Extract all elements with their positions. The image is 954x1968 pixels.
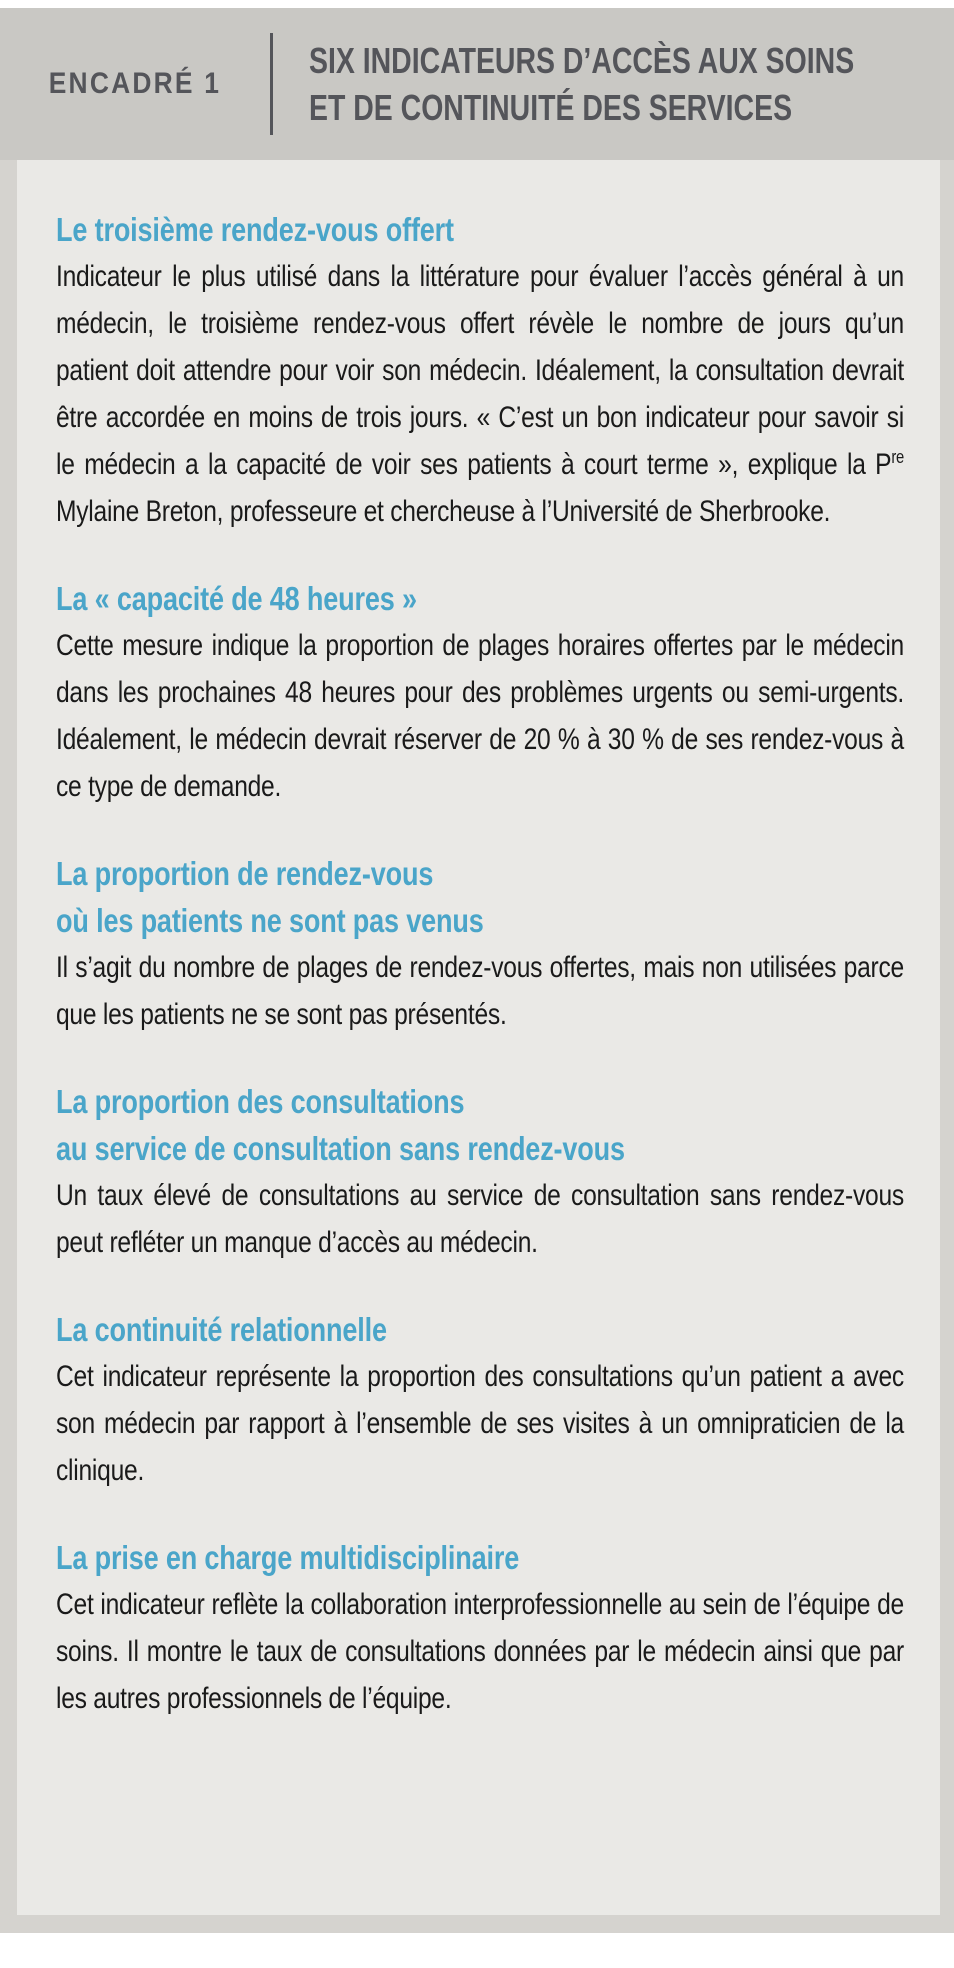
section-prise-en-charge-multidisciplinaire bbox=[56, 1534, 904, 1722]
superscript-re: re bbox=[891, 447, 904, 467]
section-capacite-48-heures bbox=[56, 575, 904, 810]
encadre-header bbox=[0, 8, 954, 160]
title-line-1: SIX INDICATEURS D’ACCÈS AUX SOINS bbox=[309, 40, 855, 81]
section-consultations-sans-rendez-vous bbox=[56, 1078, 904, 1266]
section-body: Cette mesure indique la proportion de plages horaires offertes par le médecin dans les prochaines 48 heures pour des problèmes urgents ou semi-urgents. Idéalement, le médecin devrait réserver de 20 % à 30 % de ses rendez-vous à ce type de demande. bbox=[56, 629, 904, 803]
section-heading-line-1: La proportion de rendez-vous bbox=[56, 855, 434, 892]
encadre-label-wrap bbox=[0, 67, 270, 101]
section-body bbox=[56, 253, 904, 535]
body-text-start: Indicateur le plus utilisé dans la littérature pour évaluer l’accès général à un médecin, le troisième rendez-vous offert révèle le nombre de jours qu’un patient doit attendre pour voir son médecin. Idéalement, la consultation devrait être accordée en moins de trois jours. « C’est un bon indicateur pour savoir si le médecin a la capacité de voir ses patients à court terme », explique la P bbox=[56, 260, 904, 481]
section-body: Il s’agit du nombre de plages de rendez-vous offertes, mais non utilisées parce que les patients ne se sont pas présentés. bbox=[56, 951, 904, 1031]
section-body: Un taux élevé de consultations au service de consultation sans rendez-vous peut refléter un manque d’accès au médecin. bbox=[56, 1179, 904, 1259]
title-line-2: ET DE CONTINUITÉ DES SERVICES bbox=[309, 87, 793, 128]
section-body: Cet indicateur représente la proportion des consultations qu’un patient a avec son médecin par rapport à l’ensemble de ses visites à un omnipraticien de la clinique. bbox=[56, 1360, 904, 1487]
content-inner bbox=[56, 206, 904, 1722]
encadre-frame bbox=[0, 8, 954, 1933]
section-heading: Le troisième rendez-vous offert bbox=[56, 211, 454, 248]
section-continuite-relationnelle bbox=[56, 1306, 904, 1494]
body-text-end: Mylaine Breton, professeure et chercheuse à l’Université de Sherbrooke. bbox=[56, 495, 831, 528]
section-heading: La continuité relationnelle bbox=[56, 1311, 387, 1348]
content-box bbox=[17, 160, 940, 1915]
encadre-label: ENCADRÉ 1 bbox=[48, 67, 222, 100]
section-heading: La prise en charge multidisciplinaire bbox=[56, 1539, 520, 1576]
section-troisieme-rendez-vous bbox=[56, 206, 904, 535]
section-heading-line-1: La proportion des consultations bbox=[56, 1083, 465, 1120]
section-heading-line-2: où les patients ne sont pas venus bbox=[56, 902, 484, 939]
header-divider bbox=[270, 33, 273, 135]
encadre-title bbox=[309, 37, 854, 131]
section-body: Cet indicateur reflète la collaboration interprofessionnelle au sein de l’équipe de soins. Il montre le taux de consultations données par le médecin ainsi que par les autres professionnels de l’équipe. bbox=[56, 1588, 904, 1715]
section-heading-line-2: au service de consultation sans rendez-vous bbox=[56, 1130, 625, 1167]
section-proportion-rendez-vous-non-venus bbox=[56, 850, 904, 1038]
section-heading: La « capacité de 48 heures » bbox=[56, 580, 417, 617]
